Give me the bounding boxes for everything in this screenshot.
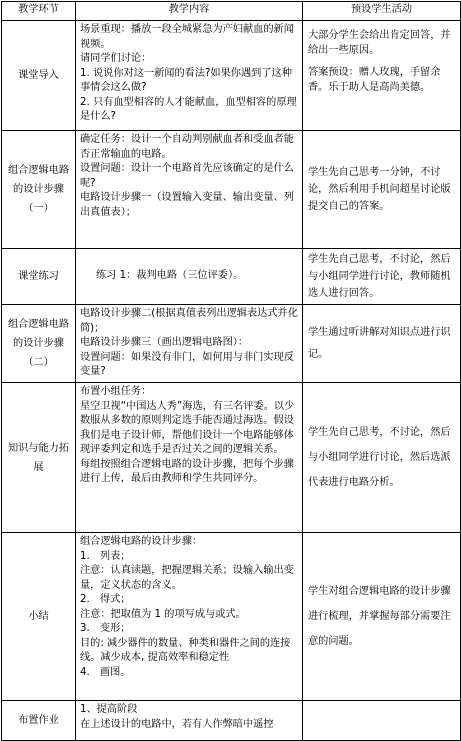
content-line: 布置小组任务：: [80, 386, 152, 397]
content-line: 2. 只有血型相容的人才能献血，血型相容的原理是什么?: [80, 96, 297, 122]
table-row: [2, 305, 461, 383]
content-line: 注意：把取值为 1 的项写成与或式。: [80, 608, 246, 620]
table-row: [2, 21, 461, 131]
content-line: 组合逻辑电路的设计步骤：: [80, 536, 203, 547]
header-row: [2, 2, 461, 21]
content-cell: [76, 533, 303, 701]
stage-cell: 小结: [2, 533, 76, 701]
lesson-plan-table: [1, 1, 461, 741]
student-cell: [303, 383, 461, 533]
content-line: 1、提高阶段: [80, 704, 138, 715]
content-cell: [76, 21, 303, 131]
content-line: 注意：认真读题，把握逻辑关系；设输入输出变量，定义状态的含义。: [80, 565, 294, 591]
content-cell: [76, 305, 303, 383]
content-cell: [76, 701, 303, 741]
content-line: 2. 得式；: [80, 594, 131, 605]
table-row: [2, 533, 461, 701]
student-line: 大部分学生会给出肯定回答，并给出一些原因。: [308, 30, 451, 56]
content-line: 4. 画图。: [80, 666, 131, 678]
student-line: 学生先自己思考，不讨论，然后与小组同学进行讨论，然后选派代表进行电路分析。: [308, 427, 451, 488]
table-row: [2, 701, 461, 741]
student-line: 答案预设：赠人玫瑰，手留余香。乐于助人是高尚美德。: [308, 67, 441, 93]
content-line: 在上述设计的电路中，若有人作弊暗中遥控: [80, 718, 274, 730]
content-line: 星空卫视“中国达人秀”海选，有三名评委。以少数服从多数的原则判定选手能否通过海选。假设我们是电子设计师，帮他们设计一个电路能够体现评委判定和选手是否过关之间的逻辑关系。: [80, 400, 295, 455]
content-line: 练习 1：裁判电路（三位评委）。: [96, 270, 244, 282]
student-cell: [303, 249, 461, 305]
student-cell: [303, 533, 461, 701]
student-cell: [303, 21, 461, 131]
student-line: 学生通过听讲解对知识点进行识记。: [308, 326, 451, 360]
content-line: 1. 列表；: [80, 550, 131, 562]
content-line: 1. 说说你对这一新闻的看法?如果你遇到了这种事情会这么做?: [80, 67, 292, 93]
header-stage: 教学环节: [2, 2, 76, 21]
content-line: 设置问题：设计一个电路首先应该确定的是什么呢?: [80, 163, 294, 189]
header-student: 预设学生活动: [303, 2, 461, 21]
content-cell: [76, 131, 303, 249]
student-line: 学生先自己思考一分钟，不讨论，然后利用手机问超星讨论版提交自己的答案。: [308, 167, 451, 212]
student-cell: [303, 131, 461, 249]
stage-cell: 课堂练习: [2, 249, 76, 305]
content-line: 目的: 减少器件的数量、种类和器件之间的连接线。减少成本, 提高效率和稳定性: [80, 637, 291, 663]
content-line: 设置问题：如果没有非门，如何用与非门实现反变量?: [80, 351, 294, 377]
stage-cell: 组合逻辑电路的设计步骤（一）: [2, 131, 76, 249]
student-line: 学生先自己思考，不讨论，然后与小组同学进行讨论，教师随机选人进行回答。: [308, 254, 451, 299]
student-line: 学生对组合逻辑电路的设计步骤进行梳理，并掌握每部分需要注意的问题。: [308, 586, 451, 647]
table-row: [2, 383, 461, 533]
content-cell: [76, 383, 303, 533]
content-line: 场景重现：播放一段全城紧急为产妇献血的新闻视频。: [80, 24, 294, 50]
stage-cell: 布置作业: [2, 701, 76, 741]
content-line: 电路设计步骤一（设置输入变量、输出变量、列出真值表）；: [80, 192, 294, 218]
table-row: [2, 249, 461, 305]
stage-cell: 组合逻辑电路的设计步骤（二）: [2, 305, 76, 383]
content-line: 确定任务：设计一个自动判别献血者和受血者能否正常输血的电路。: [80, 134, 294, 160]
content-line: 电路设计步骤二(根据真值表列出逻辑表达式并化简)；: [80, 308, 298, 334]
stage-cell: 课堂导入: [2, 21, 76, 131]
content-line: 每组按照组合逻辑电路的设计步骤，把每个步骤进行上传，最后由教师和学生共同评分。: [80, 458, 294, 484]
content-line: 请同学们讨论：: [80, 53, 152, 64]
content-cell: [76, 249, 303, 305]
student-cell: [303, 701, 461, 741]
content-line: 3. 变形；: [80, 623, 131, 634]
content-line: 电路设计步骤三（画出逻辑电路图）：: [80, 337, 249, 348]
stage-cell: 知识与能力拓展: [2, 383, 76, 533]
table-row: [2, 131, 461, 249]
student-cell: [303, 305, 461, 383]
header-content: 教学内容: [76, 2, 303, 21]
